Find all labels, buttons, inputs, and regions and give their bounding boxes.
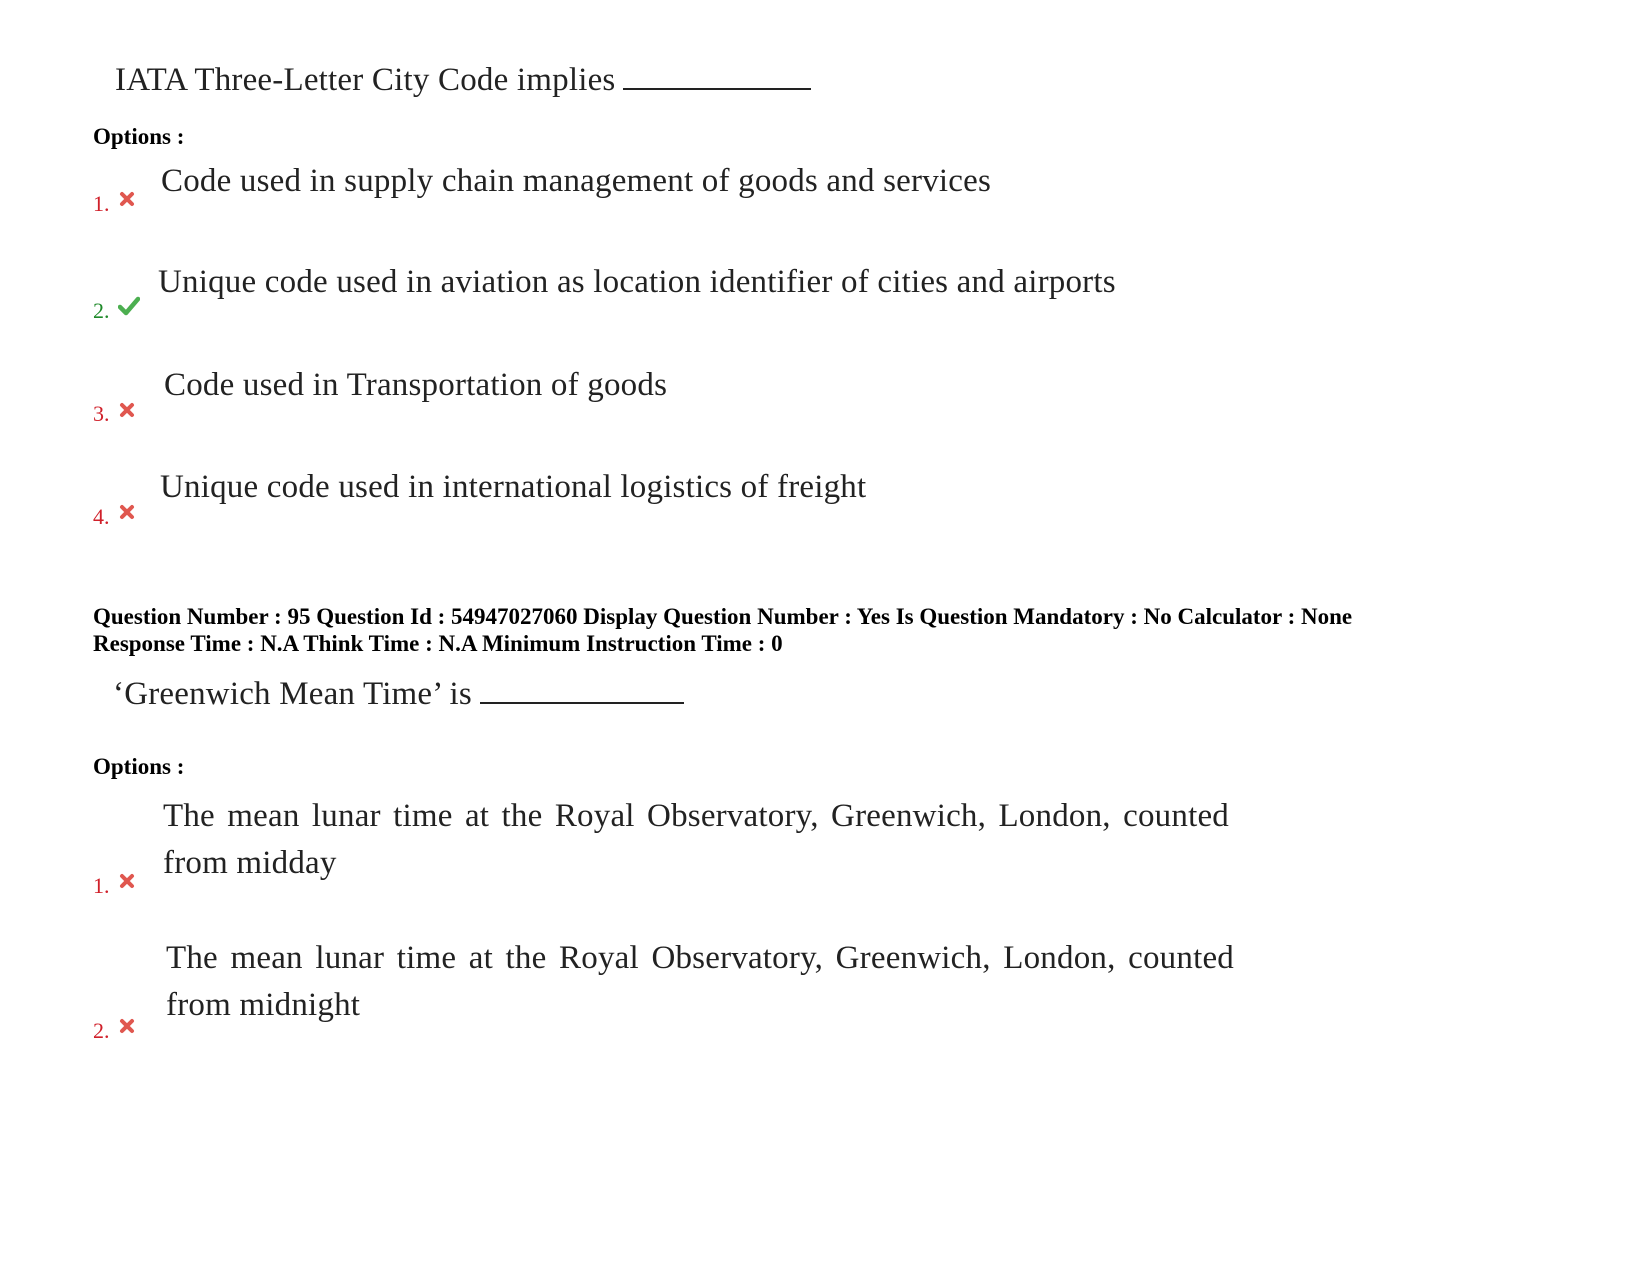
option-number: 1.: [93, 191, 110, 216]
cross-icon: [119, 873, 135, 889]
question-meta-line-2: Response Time : N.A Think Time : N.A Minimum Instruction Time : 0: [93, 631, 783, 656]
option-number: 1.: [93, 873, 110, 898]
options-label: Options :: [93, 124, 185, 149]
option-number: 2.: [93, 1018, 110, 1043]
cross-icon: [119, 1018, 135, 1034]
option-text: The mean lunar time at the Royal Observatory, Greenwich, London, counted from midnight: [166, 940, 1234, 1023]
question-prompt: [113, 676, 684, 713]
answer-blank: [480, 701, 684, 704]
option-number: 3.: [93, 401, 110, 426]
option-number: 4.: [93, 504, 110, 529]
option-text: The mean lunar time at the Royal Observatory, Greenwich, London, counted from midday: [163, 798, 1229, 881]
cross-icon: [119, 504, 135, 520]
option-number: 2.: [93, 298, 110, 323]
cross-icon: [119, 402, 135, 418]
option-text: Code used in Transportation of goods: [164, 367, 668, 403]
answer-blank: [623, 87, 811, 90]
cross-icon: [119, 191, 135, 207]
option-text: Code used in supply chain management of goods and services: [161, 163, 991, 199]
option-text: Unique code used in international logistics of freight: [160, 469, 867, 505]
question-prompt-text: IATA Three-Letter City Code implies: [115, 62, 616, 98]
check-icon: [118, 296, 140, 316]
option-text: Unique code used in aviation as location identifier of cities and airports: [158, 264, 1116, 300]
question-meta-line-1: Question Number : 95 Question Id : 54947027060 Display Question Number : Yes Is Question Mandatory : No Calculator : None: [93, 604, 1353, 629]
question-prompt: [115, 62, 811, 99]
options-label: Options :: [93, 754, 185, 779]
question-prompt-text: ‘Greenwich Mean Time’ is: [113, 676, 472, 712]
